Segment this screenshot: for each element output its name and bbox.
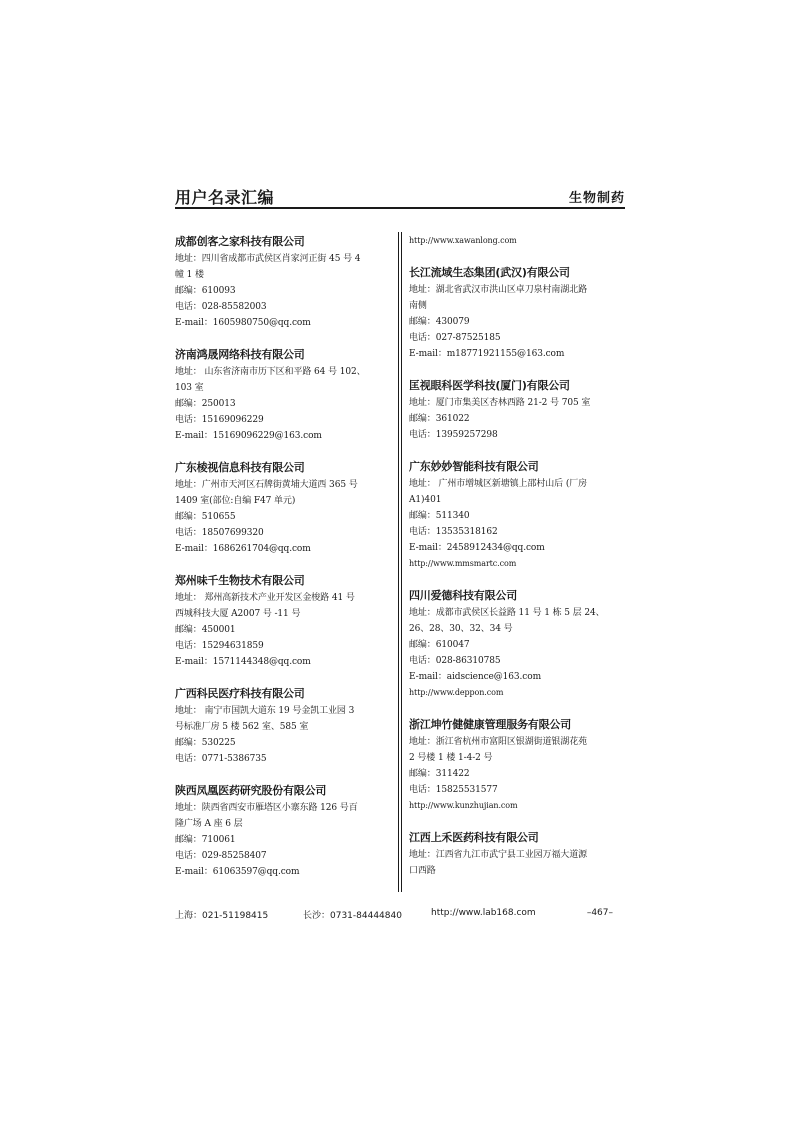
company-phone: 电话：0771-5386735 — [175, 754, 267, 764]
company-phone: 电话：13959257298 — [409, 430, 498, 440]
company-address: 隆广场 A 座 6 层 — [175, 819, 243, 829]
footer-website[interactable]: http://www.lab168.com — [431, 908, 536, 918]
company-postcode: 邮编：510655 — [175, 512, 236, 522]
company-entry — [175, 572, 393, 670]
company-entry — [409, 458, 627, 572]
company-address: 地址： 郑州高新技术产业开发区金梭路 41 号 — [175, 593, 355, 603]
company-address: 地址：江西省九江市武宁县工业园万福大道源 — [409, 850, 588, 860]
company-postcode: 邮编：710061 — [175, 835, 236, 845]
company-name: 匡视眼科医学科技(厦门)有限公司 — [409, 379, 570, 392]
company-postcode: 邮编：450001 — [175, 625, 236, 635]
company-address: 地址：湖北省武汉市洪山区卓刀泉村南湖北路 — [409, 285, 588, 295]
company-name: 广东棱视信息科技有限公司 — [175, 461, 305, 474]
footer-shanghai-phone: 上海：021-51198415 — [175, 911, 269, 921]
column-divider — [398, 232, 402, 892]
company-address: 地址：厦门市集美区杏林西路 21-2 号 705 室 — [409, 398, 591, 408]
company-entry — [175, 346, 393, 444]
company-postcode: 邮编：361022 — [409, 414, 470, 424]
page-title: 用户名录汇编 — [175, 188, 275, 207]
company-postcode: 邮编：610047 — [409, 640, 470, 650]
company-address: 地址： 广州市增城区新塘镇上邵村山后 (厂房 — [409, 479, 588, 489]
company-entry — [409, 377, 627, 443]
company-address: 号标准厂房 5 楼 562 室、585 室 — [175, 722, 309, 732]
company-name: 江西上禾医药科技有限公司 — [409, 831, 539, 844]
company-name: 陕西凤凰医药研究股份有限公司 — [175, 784, 327, 797]
company-entry — [175, 459, 393, 557]
company-email[interactable]: E-mail：1686261704@qq.com — [175, 544, 311, 554]
company-website[interactable]: http://www.xawanlong.com — [409, 236, 517, 245]
company-phone: 电话：15294631859 — [175, 641, 264, 651]
company-entry — [175, 782, 393, 880]
company-email[interactable]: E-mail：2458912434@qq.com — [409, 543, 545, 553]
company-email[interactable]: E-mail：1605980750@qq.com — [175, 318, 311, 328]
company-phone: 电话：13535318162 — [409, 527, 498, 537]
section-title: 生物制药 — [568, 191, 625, 206]
company-name: 广东妙妙智能科技有限公司 — [409, 460, 539, 473]
company-entry — [409, 264, 627, 362]
company-phone: 电话：028-86310785 — [409, 656, 501, 666]
company-postcode: 邮编：430079 — [409, 317, 470, 327]
company-address: 幢 1 楼 — [175, 270, 204, 280]
company-address: 103 室 — [175, 383, 204, 393]
page-footer — [175, 908, 625, 922]
company-phone: 电话：15169096229 — [175, 415, 264, 425]
company-name: 浙江坤竹健健康管理服务有限公司 — [409, 718, 571, 731]
company-address: 2 号楼 1 楼 1-4-2 号 — [409, 753, 493, 763]
company-website[interactable]: http://www.deppon.com — [409, 688, 504, 697]
header-rule — [175, 207, 625, 209]
company-entry — [175, 685, 393, 767]
company-phone: 电话：027-87525185 — [409, 333, 501, 343]
company-entry — [409, 233, 627, 249]
company-name: 成都创客之家科技有限公司 — [175, 235, 305, 248]
company-name: 郑州味千生物技术有限公司 — [175, 574, 305, 587]
company-phone: 电话：18507699320 — [175, 528, 264, 538]
company-address: 1409 室(部位:自编 F47 单元) — [175, 496, 296, 506]
company-address: 地址：广州市天河区石牌街黄埔大道西 365 号 — [175, 480, 358, 490]
company-postcode: 邮编：311422 — [409, 769, 470, 779]
company-entry — [409, 829, 627, 879]
company-website[interactable]: http://www.kunzhujian.com — [409, 801, 518, 810]
company-name: 广西科民医疗科技有限公司 — [175, 687, 305, 700]
company-entry — [409, 587, 627, 701]
company-postcode: 邮编：610093 — [175, 286, 236, 296]
company-website[interactable]: http://www.mmsmartc.com — [409, 559, 517, 568]
company-address: 地址：成都市武侯区长益路 11 号 1 栋 5 层 24、 — [409, 608, 605, 618]
company-email[interactable]: E-mail：m18771921155@163.com — [409, 349, 565, 359]
right-column — [409, 233, 627, 894]
company-address: 西城科技大厦 A2007 号 -11 号 — [175, 609, 301, 619]
page-header — [175, 185, 625, 207]
company-email[interactable]: E-mail：61063597@qq.com — [175, 867, 300, 877]
company-email[interactable]: E-mail：15169096229@163.com — [175, 431, 322, 441]
company-name: 长江流域生态集团(武汉)有限公司 — [409, 266, 570, 279]
company-phone: 电话：15825531577 — [409, 785, 498, 795]
company-phone: 电话：028-85582003 — [175, 302, 267, 312]
footer-changsha-phone: 长沙：0731-84444840 — [303, 911, 402, 921]
company-postcode: 邮编：250013 — [175, 399, 236, 409]
company-address: A1)401 — [409, 495, 442, 505]
company-address: 地址： 山东省济南市历下区和平路 64 号 102、 — [175, 367, 366, 377]
company-address: 地址：浙江省杭州市富阳区银湖街道银湖花苑 — [409, 737, 588, 747]
company-address: 地址：四川省成都市武侯区肖家河正街 45 号 4 — [175, 254, 361, 264]
company-address: 地址： 南宁市国凯大道东 19 号金凯工业园 3 — [175, 706, 355, 716]
company-phone: 电话：029-85258407 — [175, 851, 267, 861]
company-address: 26、28、30、32、34 号 — [409, 624, 513, 634]
company-entry — [175, 233, 393, 331]
company-email[interactable]: E-mail：1571144348@qq.com — [175, 657, 311, 667]
company-entry — [409, 716, 627, 814]
company-address: 南侧 — [409, 301, 427, 311]
company-address: 地址：陕西省西安市雁塔区小寨东路 126 号百 — [175, 803, 358, 813]
company-email[interactable]: E-mail：aidscience@163.com — [409, 672, 541, 682]
company-address: 口西路 — [409, 866, 436, 876]
company-postcode: 邮编：511340 — [409, 511, 470, 521]
company-name: 四川爱德科技有限公司 — [409, 589, 517, 602]
left-column — [175, 233, 393, 895]
company-name: 济南鸿晟网络科技有限公司 — [175, 348, 305, 361]
page-number: –467– — [586, 908, 613, 918]
company-postcode: 邮编：530225 — [175, 738, 236, 748]
